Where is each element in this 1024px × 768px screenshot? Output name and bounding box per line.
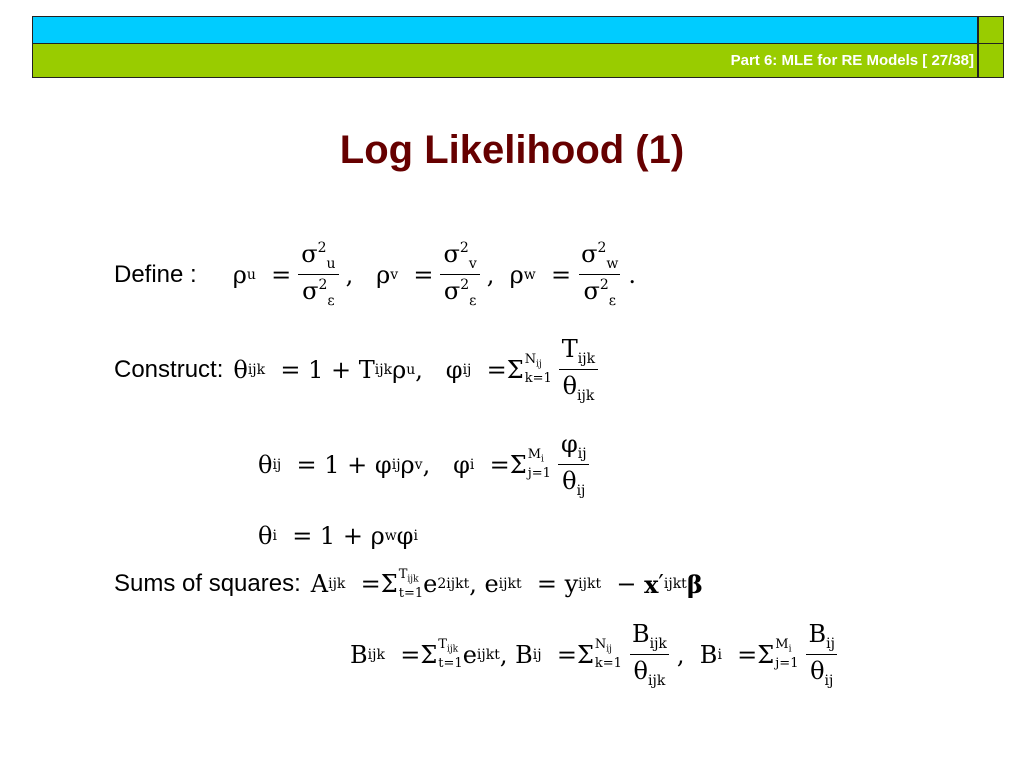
slide-reference: Part 6: MLE for RE Models [ 27/38] xyxy=(730,52,974,69)
define-row xyxy=(114,240,636,309)
theta-i-row xyxy=(258,522,418,550)
theta-ij-row xyxy=(258,430,597,499)
sums-row xyxy=(114,568,703,601)
b-formula: B ijk = Σ $T_{ijk}$ t=1 e ijkt , B ij = Σ $N_{ij}$ k=1 $\frac{B_{ijk}}{\theta_{ijk}}$ , B i = Σ $M_i$ j=1 $\frac{B_{ij}}{\theta_{ij}}$ xyxy=(350,620,845,689)
corner-square-top xyxy=(978,16,1004,44)
construct-label: Construct: xyxy=(114,355,224,383)
header-band-blue xyxy=(32,16,978,44)
define-formula: ρ u = $\frac{\sigma^2_u}{\sigma^2_\varepsilon}$ , ρ v = $\frac{\sigma^2_v}{\sigma^2_\varepsilon}$ , ρ w = $\frac{\sigma^2_w}{\sigma^2_\varepsilon}$ . xyxy=(232,240,637,309)
b-row xyxy=(350,620,845,689)
define-label: Define : xyxy=(114,260,197,288)
theta-i-formula: θ i = 1 + ρ w φ i xyxy=(258,522,418,550)
sums-formula: A ijk = Σ $T_{ijk}$ t=1 e 2 ijkt , e ijkt = y ijkt − x ′ ijkt β xyxy=(310,567,703,601)
slide-title: Log Likelihood (1) xyxy=(339,128,685,172)
construct-formula: θ ijk = 1 + T ijk ρ u , φ ij = Σ $N_{ij}$ k=1 $\frac{T_{ijk}}{\theta_{ijk}}$ xyxy=(233,335,605,404)
corner-square-bottom xyxy=(978,43,1004,78)
theta-ij-formula: θ ij = 1 + φ ij ρ v , φ i = Σ $M_i$ j=1 $\frac{\varphi_{ij}}{\theta_{ij}}$ xyxy=(258,430,597,499)
construct-row xyxy=(114,335,605,404)
sums-label: Sums of squares: xyxy=(114,570,301,598)
